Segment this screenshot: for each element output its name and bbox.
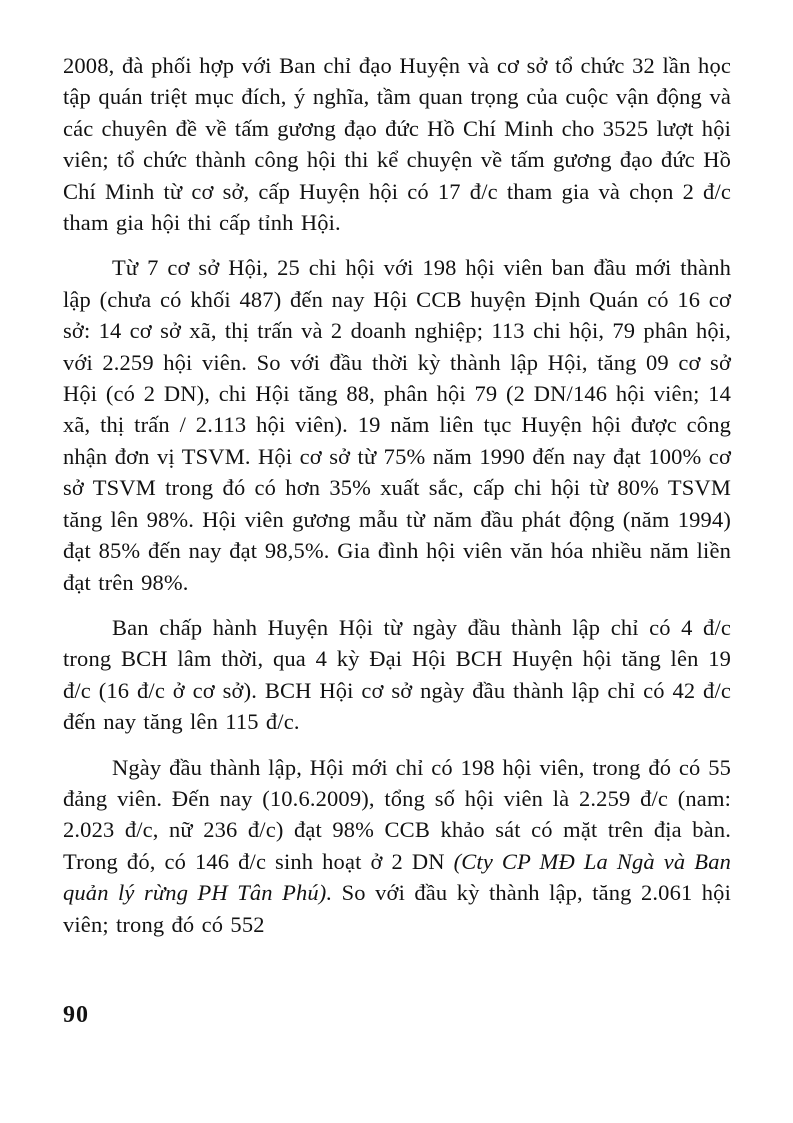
paragraph-1: 2008, đà phối hợp với Ban chỉ đạo Huyện và cơ sở tổ chức 32 lần học tập quán triệt mục đích, ý nghĩa, tầm quan trọng của cuộc vận động và các chuyên đề về tấm gương đạo đức Hồ Chí Minh cho 3525 lượt hội viên; tổ chức thành công hội thi kể chuyện về tấm gương đạo đức Hồ Chí Minh từ cơ sở, cấp Huyện hội có 17 đ/c tham gia và chọn 2 đ/c tham gia hội thi cấp tỉnh Hội. bbox=[63, 53, 731, 236]
paragraph-3: Ban chấp hành Huyện Hội từ ngày đầu thành lập chỉ có 4 đ/c trong BCH lâm thời, qua 4 kỳ Đại Hội BCH Huyện hội tăng lên 19 đ/c (16 đ/c ở cơ sở). BCH Hội cơ sở ngày đầu thành lập chỉ có 42 đ/c đến nay tăng lên 115 đ/c. bbox=[63, 614, 731, 735]
text-segment: So với đầu kỳ thành lập, tăng 2.061 hội viên; trong đó có 552 bbox=[63, 880, 731, 937]
text-segment: Ngày đầu thành lập, Hội mới chỉ có 198 hội viên, trong đó có 55 đảng viên. Đến nay (10.6.2009), tổng số hội viên là 2.259 đ/c (nam: 2.023 đ/c, nữ 236 đ/c) đạt 98% CCB khảo sát có mặt trên địa bàn. Trong đó, có 146 đ/c sinh hoạt ở 2 DN bbox=[63, 754, 731, 874]
page-number: 90 bbox=[63, 1002, 89, 1028]
paragraph-2: Từ 7 cơ sở Hội, 25 chi hội với 198 hội viên ban đầu mới thành lập (chưa có khối 487) đến nay Hội CCB huyện Định Quán có 16 cơ sở: 14 cơ sở xã, thị trấn và 2 doanh nghiệp; 113 chi hội, 79 phân hội, với 2.259 hội viên. So với đầu thời kỳ thành lập Hội, tăng 09 cơ sở Hội (có 2 DN), chi Hội tăng 88, phân hội 79 (2 DN/146 hội viên; 14 xã, thị trấn / 2.113 hội viên). 19 năm liên tục Huyện hội được công nhận đơn vị TSVM. Hội cơ sở từ 75% năm 1990 đến nay đạt 100% cơ sở TSVM trong đó có hơn 35% xuất sắc, cấp chi hội từ 80% TSVM tăng lên 98%. Hội viên gương mẫu từ năm đầu phát động (năm 1994) đạt 85% đến nay đạt 98,5%. Gia đình hội viên văn hóa nhiều năm liền đạt trên 98%. bbox=[63, 255, 731, 595]
italic-segment: (Cty CP MĐ La Ngà và Ban quản lý rừng PH Tân Phú). bbox=[63, 848, 731, 906]
paragraph-4 bbox=[63, 752, 731, 940]
body-text bbox=[63, 50, 731, 954]
